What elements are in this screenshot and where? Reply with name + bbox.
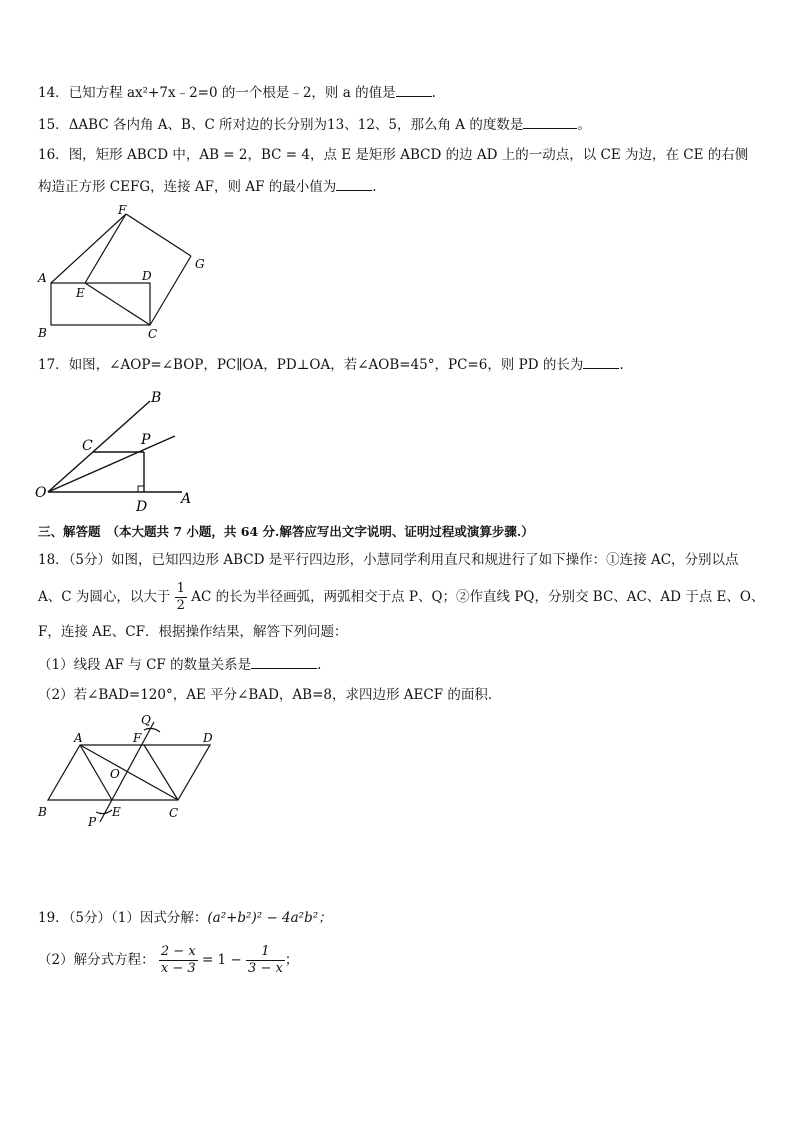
question-19-part-2	[38, 940, 298, 980]
q18-sub2-text: （2）若∠BAD=120°，AE 平分∠BAD，AB=8，求四边形 AECF 的面积．	[38, 687, 502, 703]
question-18-line-3	[38, 622, 347, 642]
q18-text-3: F，连接 AE、CF．根据操作结果，解答下列问题：	[38, 624, 348, 640]
q17-number: 17．	[38, 357, 69, 373]
q19-line-1: （5分）（1）因式分解：	[68, 910, 208, 926]
q18-label-q: Q	[141, 713, 151, 727]
q14-number: 14．	[38, 85, 69, 101]
q15-answer-blank[interactable]	[523, 114, 577, 129]
q16-text-1: 图，矩形 ABCD 中，AB = 2，BC = 4，点 E 是矩形 ABCD 的边 AD 上的一动点，以 CE 为边，在 CE 的右侧	[68, 147, 749, 163]
q17-label-o: O	[35, 485, 47, 501]
q15-number: 15．	[38, 117, 69, 133]
q18-figure	[30, 712, 230, 832]
q19-fraction-1	[159, 944, 198, 977]
q17-right-angle-mark	[138, 486, 144, 492]
q16-segment-ef	[85, 214, 126, 283]
q18-line-pq	[100, 722, 154, 822]
q18-sub1-text: （1）线段 AF 与 CF 的数量关系是	[38, 657, 252, 673]
q18-label-e: E	[112, 805, 121, 819]
q16-answer-blank[interactable]	[336, 176, 372, 191]
q19-equals: = 1 −	[201, 952, 242, 968]
q16-label-e: E	[76, 286, 85, 300]
question-18-line-1	[38, 550, 739, 570]
q18-label-b: B	[38, 805, 47, 819]
question-18-sub-2	[38, 685, 501, 705]
q18-label-a: A	[74, 731, 83, 745]
question-17	[38, 354, 624, 375]
q16-figure	[30, 200, 220, 345]
q18-label-d: D	[203, 731, 213, 745]
q18-arc-q	[144, 728, 160, 732]
q18-segment-ae	[80, 745, 112, 800]
question-18-sub-1	[38, 654, 321, 675]
q18-fraction-half	[175, 581, 187, 614]
q16-label-c: C	[148, 327, 158, 341]
q15-text: ΔABC 各内角 A、B、C 所对边的长分别为13、12、5，那么角 A 的度数是	[68, 117, 524, 133]
section-3-title: 三、解答题	[38, 524, 101, 539]
q19-f1-den: x − 3	[160, 961, 196, 976]
q18-segment-cf	[144, 745, 178, 800]
q19-f2-num: 1	[246, 944, 285, 961]
q19-f2-den: 3 − x	[248, 961, 283, 976]
q17-ray-ob	[48, 401, 150, 492]
q16-tail: .	[372, 179, 377, 195]
q16-segment-af	[51, 214, 126, 283]
question-14	[38, 82, 436, 103]
q15-tail: 。	[577, 117, 591, 133]
q18-number: 18．	[38, 552, 69, 568]
q17-figure	[30, 380, 205, 515]
q19-fraction-2	[246, 944, 285, 977]
q16-label-b: B	[38, 326, 47, 340]
q17-ray-op	[48, 436, 175, 492]
q18-arc-p	[96, 810, 112, 814]
q18-text-2a: A、C 为圆心，以大于	[38, 589, 171, 605]
q18-text-1: （5分）如图，已知四边形 ABCD 是平行四边形，小慧同学利用直尺和规进行了如下操作：①连接 AC，分别以点	[68, 552, 739, 568]
q18-label-f: F	[133, 731, 142, 745]
q19-expression-1: (a²+b²)² − 4a²b²；	[207, 910, 332, 926]
q16-label-g: G	[195, 257, 205, 271]
q16-label-d: D	[142, 269, 152, 283]
question-15	[38, 114, 591, 135]
question-19-part-1	[38, 908, 332, 928]
q16-segment-fg	[126, 214, 191, 256]
q19-number: 19．	[38, 910, 69, 926]
q18-label-p: P	[88, 815, 97, 829]
q18-frac-num: 1	[176, 581, 185, 596]
q17-label-b: B	[151, 390, 162, 406]
question-16-line-1	[38, 145, 748, 165]
q16-segment-ec	[85, 283, 150, 325]
q16-rect-abcd	[51, 283, 150, 325]
q16-number: 16．	[38, 147, 69, 163]
q16-text-2: 构造正方形 CEFG，连接 AF，则 AF 的最小值为	[38, 179, 337, 195]
q14-answer-blank[interactable]	[396, 82, 432, 97]
q18-label-o: O	[110, 767, 120, 781]
q18-label-c: C	[169, 806, 179, 820]
q18-frac-den: 2	[176, 598, 185, 613]
question-16-line-2	[38, 176, 377, 197]
q14-text: 已知方程 ax²+7x﹣2=0 的一个根是﹣2，则 a 的值是	[68, 85, 396, 101]
q17-label-c: C	[82, 438, 93, 454]
q16-segment-gc	[150, 256, 191, 325]
q14-tail: .	[431, 85, 436, 101]
q16-label-f: F	[118, 203, 127, 217]
section-3-note: （本大题共 7 小题，共 64 分.解答应写出文字说明、证明过程或演算步骤.）	[106, 524, 534, 539]
q16-label-a: A	[38, 271, 47, 285]
q19-f1-num: 2 − x	[160, 944, 196, 959]
q18-diagonal-ac	[80, 745, 178, 800]
question-18-line-2	[38, 578, 764, 616]
q17-label-d: D	[136, 499, 148, 515]
q17-tail: .	[619, 357, 624, 373]
q18-sub1-answer-blank[interactable]	[251, 654, 317, 669]
q17-answer-blank[interactable]	[583, 354, 619, 369]
q19-line-2: （2）解分式方程：	[38, 952, 155, 968]
q18-text-2b: AC 的长为半径画弧，两弧相交于点 P、Q；②作直线 PQ，分别交 BC、AC、AD 于点 E、O、	[191, 589, 765, 605]
q19-end: ；	[284, 952, 299, 968]
section-3-heading	[38, 522, 534, 542]
q17-text: 如图，∠AOP=∠BOP，PC∥OA，PD⊥OA，若∠AOB=45°，PC=6，则 PD 的长为	[68, 357, 584, 373]
q17-label-a: A	[181, 491, 192, 507]
q17-label-p: P	[141, 432, 151, 448]
q18-sub1-tail: .	[317, 657, 322, 673]
